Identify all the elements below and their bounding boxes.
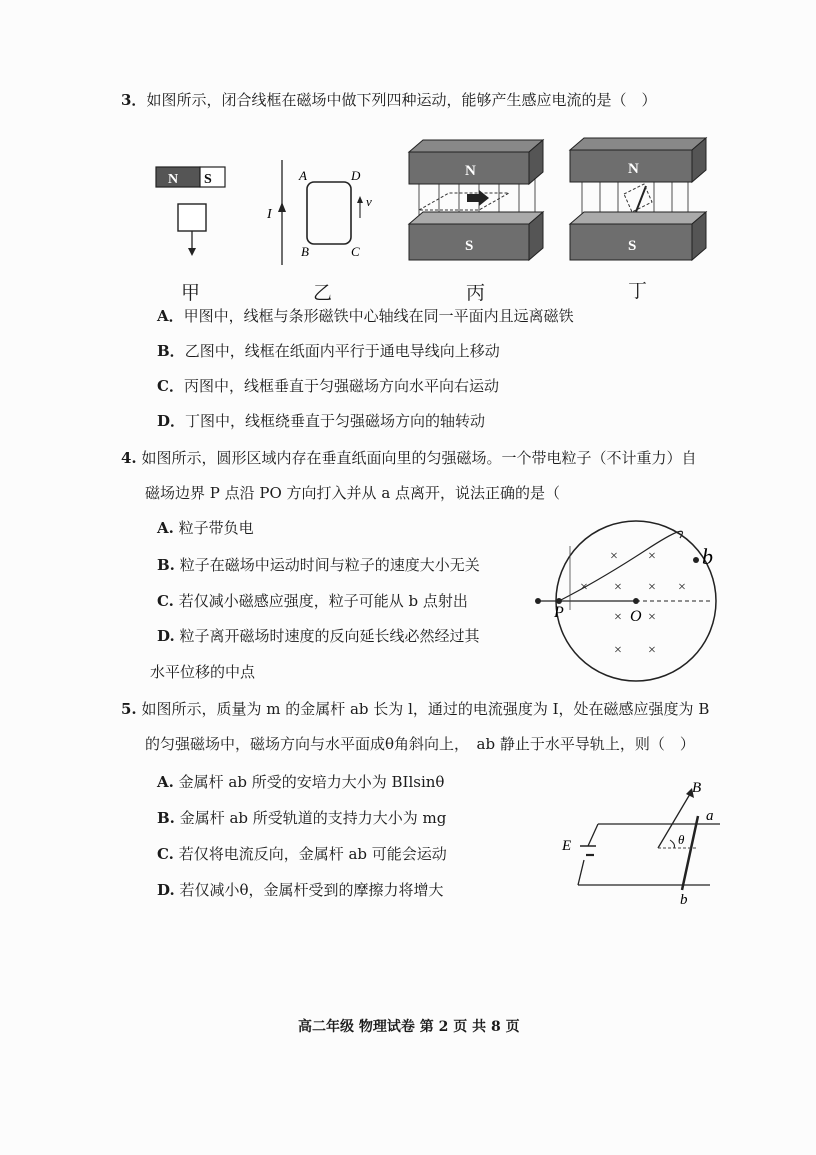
q5-figure	[560, 780, 730, 908]
fig-label-jia: 甲	[181, 282, 201, 304]
option-text: 丙图中，线框垂直于匀强磁场方向水平向右运动	[183, 377, 499, 395]
velocity-label: v	[366, 194, 372, 209]
s-pole-top	[409, 212, 543, 224]
option-letter: A.	[157, 519, 174, 537]
option-text: 粒子带负电	[178, 519, 254, 537]
q4-figure	[530, 520, 730, 680]
fig-label-yi: 乙	[313, 282, 333, 304]
corner-a: A	[299, 168, 307, 183]
option-letter: D.	[157, 627, 175, 645]
current-arrow	[278, 202, 286, 212]
option-text: 粒子在磁场中运动时间与粒子的速度大小无关	[179, 556, 480, 574]
q4-option-d	[157, 626, 480, 646]
label-theta: θ	[678, 832, 685, 847]
field-b-arrow	[658, 794, 690, 848]
q5-option-c	[157, 844, 447, 864]
label-p: P	[554, 604, 564, 621]
option-text: 若仅将电流反向，金属杆 ab 可能会运动	[178, 845, 447, 863]
svg-text:×: ×	[648, 549, 656, 564]
n-pole-top	[409, 140, 543, 152]
svg-text:×: ×	[648, 610, 656, 625]
s-pole-top	[570, 212, 706, 224]
label-e: E	[562, 838, 572, 854]
label-a: a	[706, 808, 714, 824]
svg-text:×: ×	[614, 643, 622, 658]
label-b: b	[702, 544, 713, 569]
q5-option-a	[157, 772, 444, 792]
svg-text:×: ×	[678, 580, 686, 595]
option-letter: C.	[157, 845, 174, 863]
q4-option-a	[157, 518, 254, 538]
option-letter: B．	[157, 342, 185, 360]
magnet-s-label: S	[204, 172, 212, 187]
option-letter: A.	[157, 773, 174, 791]
q3-number: 3．	[121, 91, 147, 109]
coil-frame	[178, 204, 206, 231]
rail-left-upper	[588, 824, 598, 846]
option-letter: A．	[157, 307, 184, 325]
motion-arrow-head	[479, 190, 489, 206]
svg-text:×: ×	[648, 643, 656, 658]
fig-label-ding: 丁	[628, 280, 648, 302]
option-letter: C．	[157, 377, 184, 395]
option-letter: D．	[157, 412, 186, 430]
field-crosses	[580, 549, 686, 658]
q3-option-a	[157, 306, 574, 326]
corner-c: C	[351, 244, 360, 259]
q4-stem-line1	[121, 448, 696, 468]
velocity-arrow-head	[357, 196, 363, 203]
q4-stem-text: 如图所示，圆形区域内存在垂直纸面向里的匀强磁场。一个带电粒子（不计重力）自	[141, 449, 697, 467]
point-b-dot	[693, 557, 699, 563]
q3-figure-bing	[405, 138, 545, 273]
option-text: 乙图中，线框在纸面内平行于通电导线向上移动	[184, 342, 500, 360]
q3-option-c	[157, 376, 499, 396]
q5-stem-line2: 的匀强磁场中，磁场方向与水平面成θ角斜向上， ab 静止于水平导轨上，则（ ）	[145, 735, 695, 753]
q3-option-d	[157, 411, 485, 431]
source-dot	[535, 598, 541, 604]
svg-text:×: ×	[580, 580, 588, 595]
option-text: 甲图中，线框与条形磁铁中心轴线在同一平面内且远离磁铁	[183, 307, 574, 325]
q5-option-d	[157, 880, 444, 900]
q3-figure-ding	[566, 136, 711, 271]
svg-text:×: ×	[614, 580, 622, 595]
fig-label-bing: 丙	[466, 282, 486, 304]
label-b-end: b	[680, 892, 688, 908]
corner-b: B	[301, 244, 309, 259]
option-text: 丁图中，线框绕垂直于匀强磁场方向的轴转动	[185, 412, 486, 430]
q3-figure-jia	[150, 160, 240, 270]
magnet-n-label: N	[168, 172, 179, 187]
n-pole-top	[570, 138, 706, 150]
current-label: I	[267, 207, 272, 222]
q3-figure-yi	[265, 160, 372, 270]
motion-arrow-body	[467, 194, 479, 202]
option-letter: B.	[157, 556, 175, 574]
q4-option-c	[157, 591, 468, 611]
moving-frame	[419, 193, 509, 210]
q5-stem-text: 如图所示，质量为 m 的金属杆 ab 长为 l，通过的电流强度为 I，处在磁感应强度为 B	[141, 700, 710, 718]
label-o: O	[630, 608, 642, 625]
label-b: B	[692, 780, 702, 796]
q3-stem-text: 如图所示，闭合线框在磁场中做下列四种运动，能够产生感应电流的是（ ）	[146, 91, 657, 109]
option-letter: D.	[157, 881, 175, 899]
option-text: 金属杆 ab 所受轨道的支持力大小为 mg	[179, 809, 447, 827]
rail-left-lower	[578, 860, 584, 885]
q4-stem-line2: 磁场边界 P 点沿 PO 方向打入并从 a 点离开，说法正确的是（	[145, 484, 561, 502]
s-pole-label: S	[465, 238, 474, 254]
option-text: 金属杆 ab 所受的安培力大小为 BIlsinθ	[178, 773, 445, 791]
q3-stem	[121, 90, 656, 110]
option-letter: B.	[157, 809, 175, 827]
q4-number: 4.	[121, 449, 137, 467]
svg-text:×: ×	[648, 580, 656, 595]
s-pole-label: S	[628, 238, 637, 254]
svg-text:×: ×	[614, 610, 622, 625]
q4-option-b	[157, 555, 480, 575]
q3-option-b	[157, 341, 500, 361]
option-text: 粒子离开磁场时速度的反向延长线必然经过其	[179, 627, 480, 645]
point-o-dot	[633, 598, 639, 604]
option-text: 若仅减小θ，金属杆受到的摩擦力将增大	[179, 881, 444, 899]
n-pole-label: N	[628, 161, 639, 177]
arrow-head	[188, 248, 196, 256]
theta-arc	[670, 840, 675, 848]
q5-number: 5.	[121, 700, 137, 718]
q5-stem-line1	[121, 699, 709, 719]
page-footer: 高二年级 物理试卷 第 2 页 共 8 页	[298, 1019, 520, 1035]
wire-frame	[307, 182, 351, 244]
q5-option-b	[157, 808, 446, 828]
option-text: 若仅减小磁感应强度，粒子可能从 b 点射出	[178, 592, 468, 610]
q4-option-d-cont: 水平位移的中点	[150, 663, 256, 681]
n-pole-label: N	[465, 163, 476, 179]
option-letter: C.	[157, 592, 174, 610]
metal-rod	[682, 816, 698, 890]
svg-text:×: ×	[610, 549, 618, 564]
corner-d: D	[351, 168, 361, 183]
